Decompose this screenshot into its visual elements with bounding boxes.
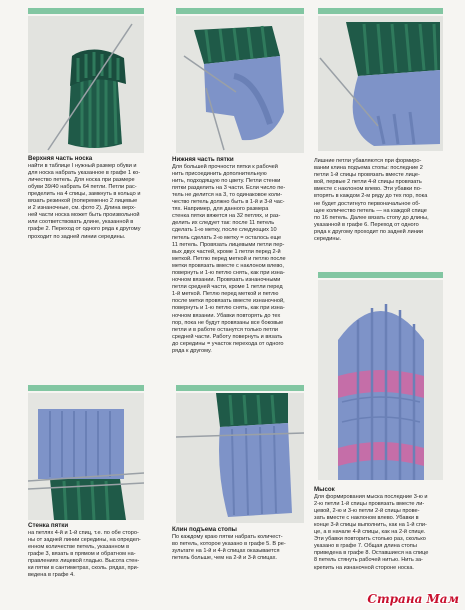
section-toe	[314, 486, 446, 572]
section-top	[28, 155, 146, 241]
cuff-photo	[28, 16, 144, 153]
section-gusset	[314, 158, 446, 243]
heel-bottom-photo	[176, 16, 304, 153]
watermark-logo: Страна Мам	[367, 592, 459, 606]
section-tab	[28, 385, 144, 391]
section-heel-bottom	[172, 156, 308, 355]
section-title: Мысок	[314, 486, 335, 493]
instep-photo	[176, 393, 304, 523]
section-text: Лишние петли убавляются при формиро- вании клина подъема стопы: последние 2 петли 1-й спицы провязать вместе лице- вой, первые 2 петли 4-й спицы провязать вместе с наклоном влево. Эти убавки по- вторять в каждом 2-м ряду до тех пор, пока не будет достигнуто первоначальное об- щее количество петель — на каждой спице по 16 петель. Далее вязать стопу до длины, указанной в графе 6. Переход от одного ряда к другому проходит по задней линии середины.	[314, 158, 429, 243]
section-tab	[318, 8, 443, 14]
section-text: Для большей прочности пятки к рабочей нить присоединить дополнительную нить, подходящую по цвету. Петли стенки пятки разделить на 3 части. Если число пе- тель не делится на 3, то одинаковое коли- чество петель должно быть в 1-й и 3-й час- тях. Например, для данного размера стенка пятки вяжется на 32 петлях, и раз- делить их следует так: после 11 петель сделать 1-ю метку, после следующих 10 петель сделать 2-ю метку = осталось еще 11 петель. Провязать лицевыми петли пер- вых двух частей, кроме 1 петли перед 2-й меткой. Петлю перед меткой и петлю после метки провязать вместе с наклоном влево, повернуть и 1-ю петлю снять, как при изна- ночном вязании. Провязать изнаночными петли средней части, кроме 1 петли перед 1-й меткой. Петлю перед меткой и петлю после метки провязать вместе изнаночной, повернуть и 1-ю петлю снять, как при изна- ночном вязании. Убавки повторять до тех пор, пока не будут провязаны все боковые петли и в работе останутся только петли средней части. Работу повернуть и вязать до середины = участок перехода от одного ряда к другому.	[172, 163, 286, 355]
section-tab	[28, 8, 144, 14]
section-tab	[176, 385, 304, 391]
toe-photo	[318, 280, 443, 480]
section-text: найти в таблице I нужный размер обуви и для носка набрать указанное в графе 1 ко- личество петель. Для носка при размере обуви 39/40 набрать 64 петли. Петли рас- пределить на 4 спицы, замкнуть в кольцо и вязать резинкой (попеременно 2 лицевые и 2 изнаночные, см. фото 2). Длина верх- ней части носка может быть произвольной или соответствовать длине, указанной в графе 2. Переход от одного ряда к другому проходит по задней линии середины.	[28, 162, 141, 240]
section-heel-wall	[28, 522, 148, 579]
section-title: Верхняя часть носка	[28, 155, 93, 162]
gusset-photo	[318, 16, 443, 151]
heel-wall-photo	[28, 393, 144, 520]
section-title: Стенка пятки	[28, 522, 69, 529]
section-text: Для формирования мыска последние 3-ю и 2-ю петли 1-й спицы провязать вместе ли- цевой, 2-ю и 3-ю петли 2-й спицы прове- зать вместе с наклоном влево. Убавки в конце 3-й спицы выполнить, как на 1-й спи- це, а в начале 4-й спицы, как на 2-й спице. Эти убавки повторить столько раз, сколько указано в графе 7. Общая длина стопы приведена в графе 8. Оставшиеся на спице 8 петель стянуть рабочей нитью. Нить за- крепить на изнаночной стороне носка.	[314, 493, 429, 571]
section-tab	[176, 8, 304, 14]
section-text: на петлях 4-й и 1-й спиц, т.е. по обе сторо- ны от задней линии середины, на определ- енном количестве петель, указанном в графе 3, вязать в прямом и обратном на- правлениях лицевой гладью. Высота стен- ки пятки в сантиметрах, сколь. рядах, при- ведена в графе 4.	[28, 529, 141, 579]
section-title: Клин подъема стопы	[172, 526, 237, 533]
section-title: Нижняя часть пятки	[172, 156, 234, 163]
section-instep	[172, 526, 308, 562]
section-tab	[318, 272, 443, 278]
section-text: По каждому краю пятки набрать количест- во петель, которое указано в графе 5. В ре- зультате на 1-й и 4-й спицах оказывается петель больше, чем на 2-й и 3-й спицах.	[172, 533, 286, 561]
